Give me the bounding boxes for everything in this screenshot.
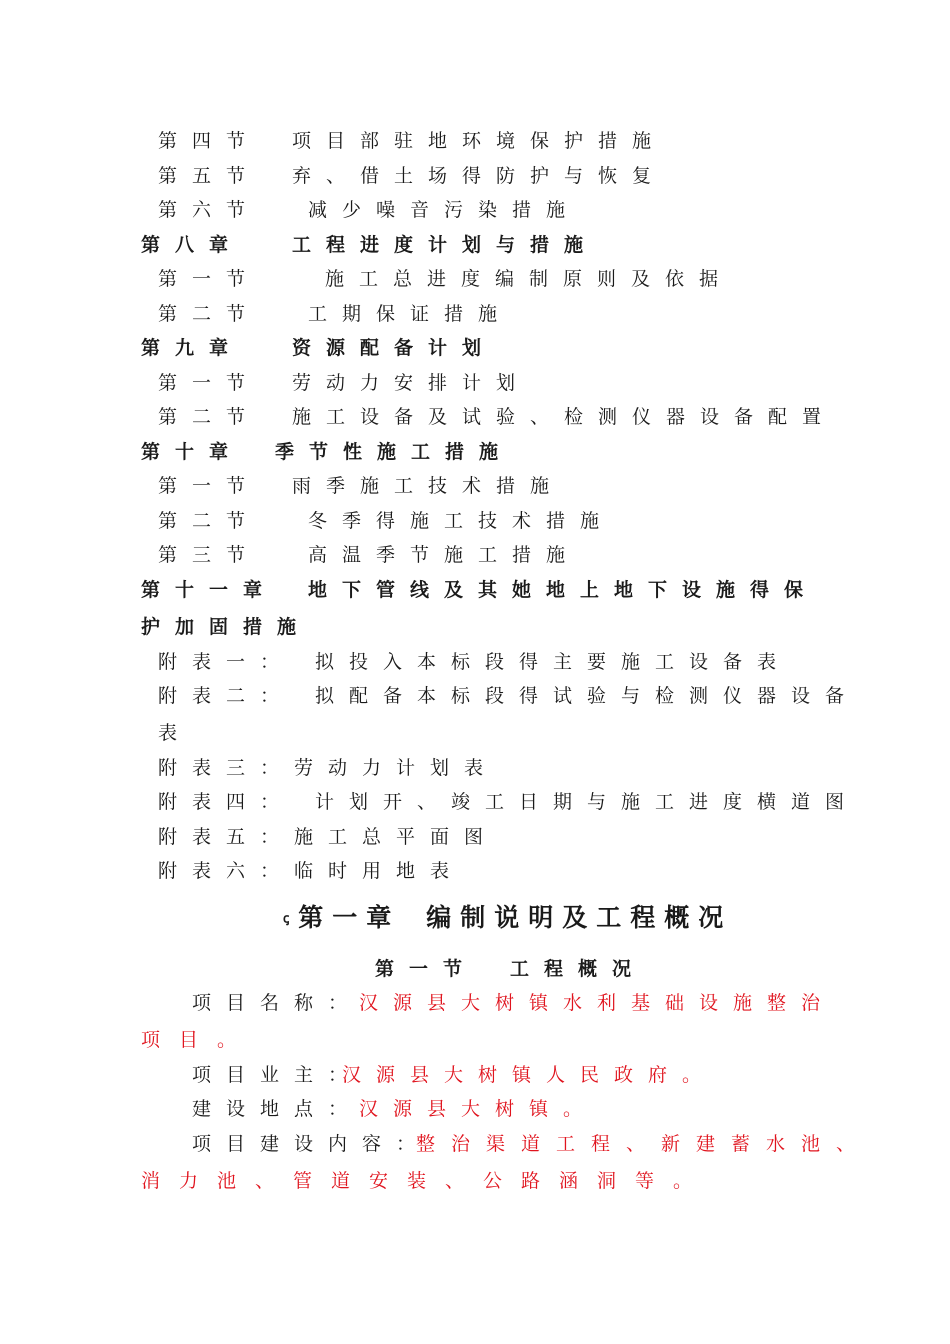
toc-chapter-title: 地下管线及其她地上地下设施得保 [308,579,819,601]
toc-section-label: 第五节 [158,165,261,187]
toc-section-label: 第四节 [158,130,261,152]
toc-section-title: 施工总进度编制原则及依据 [325,268,734,290]
paragraph-mark-icon: ꞔ [283,911,299,927]
toc-chapter-label: 第八章 [141,234,244,256]
toc-section-title: 工期保证措施 [308,303,513,325]
toc-appendix-cont: 表 [158,722,193,744]
toc-section-title: 减少噪音污染措施 [308,199,581,221]
toc-section-title: 弃、借土场得防护与恢复 [292,165,667,187]
toc-appendix: 附表三：劳动力计划表 [158,757,499,779]
toc-section-label: 第三节 [158,544,261,566]
toc-appendix: 附表四： 计划开、竣工日期与施工进度横道图 [158,791,860,813]
section-heading-label: 第一节 [375,958,478,980]
toc-chapter-title-cont: 护加固措施 [141,616,312,638]
chapter-heading [283,903,732,935]
field-value: 整治渠道工程、新建蓄水池、 [416,1133,872,1155]
toc-chapter-title: 资源配备计划 [292,337,497,359]
toc-appendix: 附表二： 拟配备本标段得试验与检测仪器设备 [158,685,860,707]
toc-section-label: 第一节 [158,372,261,394]
toc-chapter-label: 第十一章 [141,579,278,601]
toc-chapter-title: 工程进度计划与措施 [292,234,599,256]
toc-section-title: 雨季施工技术措施 [292,475,565,497]
toc-appendix: 附表六：临时用地表 [158,860,465,882]
field-label: 项目业主： [192,1064,363,1086]
toc-chapter-title: 季节性施工措施 [275,441,514,463]
toc-chapter-label: 第十章 [141,441,244,463]
field-value: 汉源县大树镇。 [359,1098,598,1120]
toc-section-title: 施工设备及试验、检测仪器设备配置 [292,406,837,428]
toc-appendix: 附表一： 拟投入本标段得主要施工设备表 [158,651,792,673]
toc-section-label: 第六节 [158,199,261,221]
toc-section-label: 第二节 [158,303,261,325]
toc-section-label: 第二节 [158,406,261,428]
toc-chapter-label: 第九章 [141,337,244,359]
field-value-cont: 消力池、管道安装、公路涵洞等。 [141,1170,712,1192]
toc-section-label: 第一节 [158,475,261,497]
toc-section-title: 劳动力安排计划 [292,372,531,394]
field-value: 汉源县大树镇水利基础设施整治 [359,992,836,1014]
toc-section-title: 项目部驻地环境保护措施 [292,130,667,152]
toc-section-label: 第一节 [158,268,261,290]
chapter-label: 第一章 [298,903,401,932]
chapter-title: 编制说明及工程概况 [426,903,733,932]
toc-section-title: 高温季节施工措施 [308,544,581,566]
field-value: 汉源县大树镇人民政府。 [342,1064,717,1086]
field-label: 项目名称： [192,992,363,1014]
toc-appendix: 附表五：施工总平面图 [158,826,499,848]
toc-section-title: 冬季得施工技术措施 [308,510,615,532]
field-label: 项目建设内容： [192,1133,431,1155]
toc-section-label: 第二节 [158,510,261,532]
field-value-cont: 项目。 [141,1029,256,1051]
section-heading-title: 工程概况 [510,958,647,980]
field-label: 建设地点： [192,1098,363,1120]
